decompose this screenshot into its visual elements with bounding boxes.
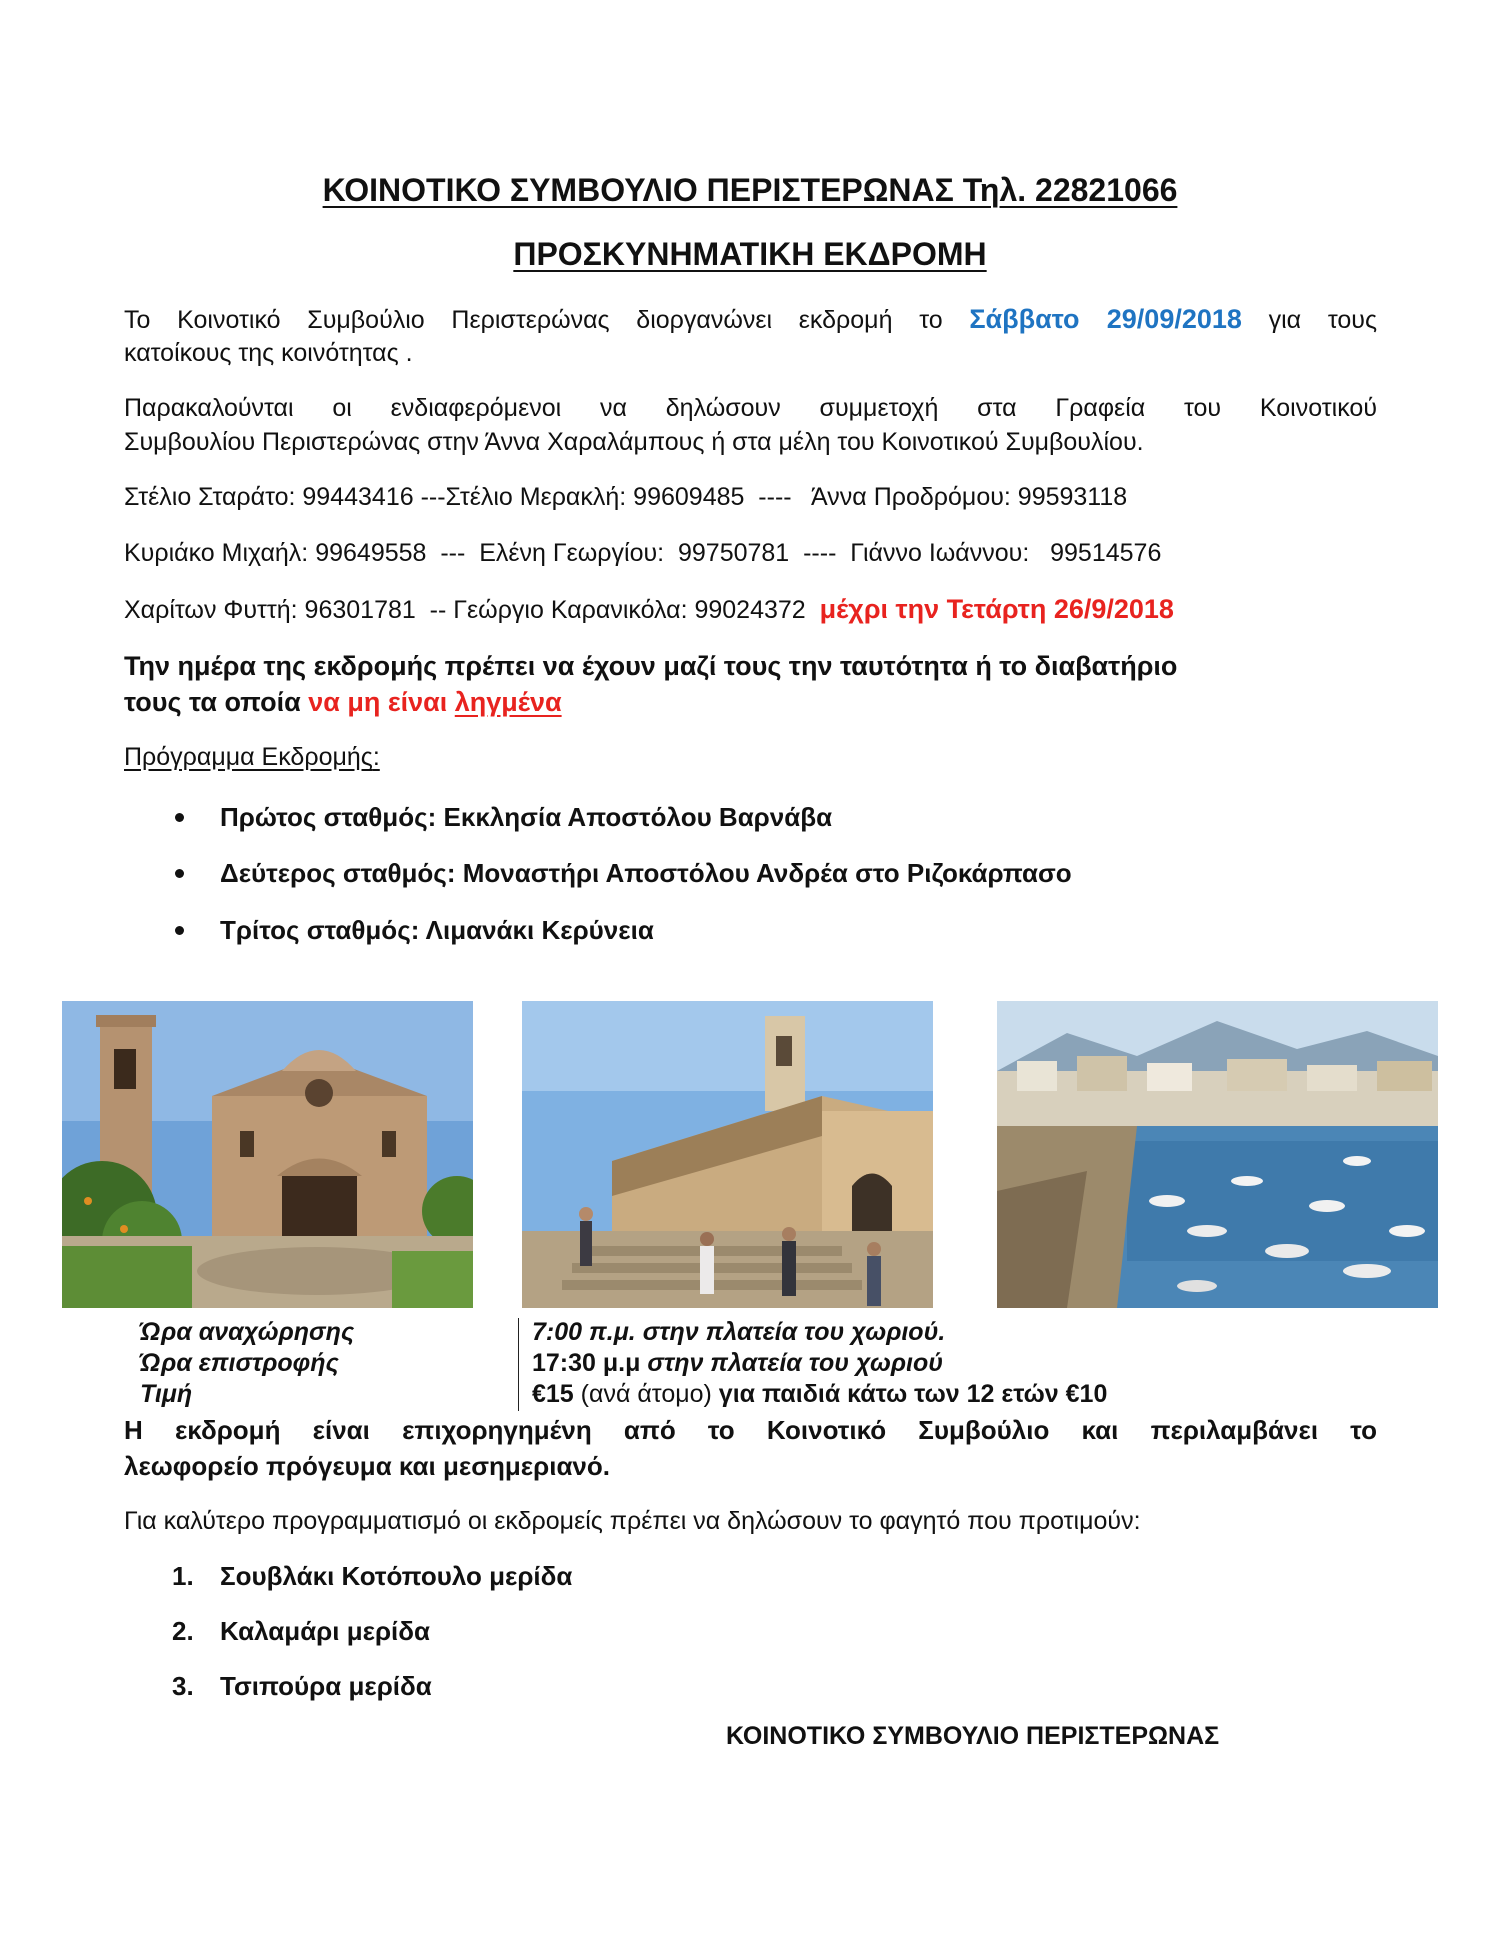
request-line-1: Παρακαλούνται οι ενδιαφερόμενοι να δηλώσουν συμμετοχή στα Γραφεία του Κοινοτικού (124, 394, 1377, 422)
food-option-1: Σουβλάκι Κοτόπουλο μερίδα (220, 1561, 573, 1591)
footer-signature: ΚΟΙΝΟΤΙΚΟ ΣΥΜΒΟΥΛΙΟ ΠΕΡΙΣΤΕΡΩΝΑΣ (726, 1722, 1220, 1750)
trip-date: Σάββατο 29/09/2018 (969, 304, 1242, 334)
intro-text-end: για τους (1241, 306, 1377, 334)
intro-line-2: κατοίκους της κοινότητας . (124, 339, 413, 367)
price-value (532, 1380, 1107, 1409)
request-line-2: Συμβουλίου Περιστερώνας στην Άννα Χαραλάμπους ή στα μέλη του Κοινοτικού Συμβουλίου. (124, 428, 1144, 456)
id-notice-text: τους τα οποία (124, 687, 309, 717)
program-stop-2: Δεύτερος σταθμός: Μοναστήρι Αποστόλου Ανδρέα στο Ριζοκάρπασο (220, 858, 1072, 888)
id-notice-line-2 (124, 684, 562, 720)
bullet-icon (175, 869, 184, 878)
id-notice-line-1: Την ημέρα της εκδρομής πρέπει να έχουν μαζί τους την ταυτότητα ή το διαβατήριο (124, 651, 1178, 681)
photo-kyrenia-harbour (997, 1001, 1438, 1308)
photo-barnabas-church (62, 1001, 473, 1308)
departure-label: Ώρα αναχώρησης (140, 1318, 355, 1346)
price-adult: €15 (532, 1380, 574, 1408)
departure-value (532, 1318, 945, 1347)
return-time: 17:30 μ.μ (532, 1349, 641, 1377)
sponsorship-line-2: λεωφορείο πρόγευμα και μεσημεριανό. (124, 1451, 611, 1481)
contacts-line-3 (124, 592, 1174, 627)
deadline-text: μέχρι την Τετάρτη 26/9/2018 (819, 594, 1174, 624)
food-option-2: Καλαμάρι μερίδα (220, 1616, 431, 1646)
contacts-text: Χαρίτων Φυττή: 96301781 -- Γεώργιο Καρανικόλα: 99024372 (124, 596, 806, 624)
intro-line-1 (124, 302, 1377, 337)
return-label: Ώρα επιστροφής (140, 1349, 339, 1377)
program-stop-1: Πρώτος σταθμός: Εκκλησία Αποστόλου Βαρνάβα (220, 802, 833, 832)
food-option-2-num: 2. (172, 1616, 194, 1646)
page-subtitle: ΠΡΟΣΚΥΝΗΜΑΤΙΚΗ ΕΚΔΡΟΜΗ (513, 236, 987, 272)
program-stop-3: Τρίτος σταθμός: Λιμανάκι Κερύνεια (220, 915, 654, 945)
contacts-line-2: Κυριάκο Μιχαήλ: 99649558 --- Ελένη Γεωργίου: 99750781 ---- Γιάννο Ιωάννου: 99514576 (124, 539, 1162, 567)
program-heading (124, 740, 380, 774)
intro-text: Το Κοινοτικό Συμβούλιο Περιστερώνας διοργανώνει εκδρομή το (124, 306, 970, 334)
price-label: Τιμή (140, 1380, 193, 1408)
program-heading-colon: : (372, 743, 380, 771)
return-value (532, 1349, 943, 1378)
bullet-icon (175, 926, 184, 935)
return-place: στην πλατεία του χωριού (640, 1349, 944, 1377)
table-divider (518, 1318, 519, 1411)
food-option-1-num: 1. (172, 1561, 194, 1591)
food-intro: Για καλύτερο προγραμματισμό οι εκδρομείς πρέπει να δηλώσουν το φαγητό που προτιμούν: (124, 1507, 1141, 1535)
id-notice-warning: να μη είναι (308, 687, 455, 717)
price-children: για παιδιά κάτω των 12 ετών €10 (711, 1380, 1108, 1408)
program-heading-text: Πρόγραμμα Εκδρομής (124, 743, 373, 771)
food-option-3: Τσιπούρα μερίδα (220, 1671, 432, 1701)
photo-apostolos-andreas (522, 1001, 933, 1308)
departure-text: 7:00 π.μ. στην πλατεία του χωριού. (532, 1318, 946, 1346)
id-notice-expired: ληγμένα (454, 687, 562, 717)
contacts-line-1: Στέλιο Σταράτο: 99443416 ---Στέλιο Μερακλή: 99609485 ---- Άννα Προδρόμου: 99593118 (124, 483, 1128, 511)
price-per-person: (ανά άτομο) (573, 1380, 712, 1408)
food-option-3-num: 3. (172, 1671, 194, 1701)
bullet-icon (175, 813, 184, 822)
page-title: ΚΟΙΝΟΤΙΚΟ ΣΥΜΒΟΥΛΙΟ ΠΕΡΙΣΤΕΡΩΝΑΣ Τηλ. 22821066 (322, 172, 1178, 208)
sponsorship-line-1: Η εκδρομή είναι επιχορηγημένη από το Κοινοτικό Συμβούλιο και περιλαμβάνει το (124, 1415, 1377, 1445)
